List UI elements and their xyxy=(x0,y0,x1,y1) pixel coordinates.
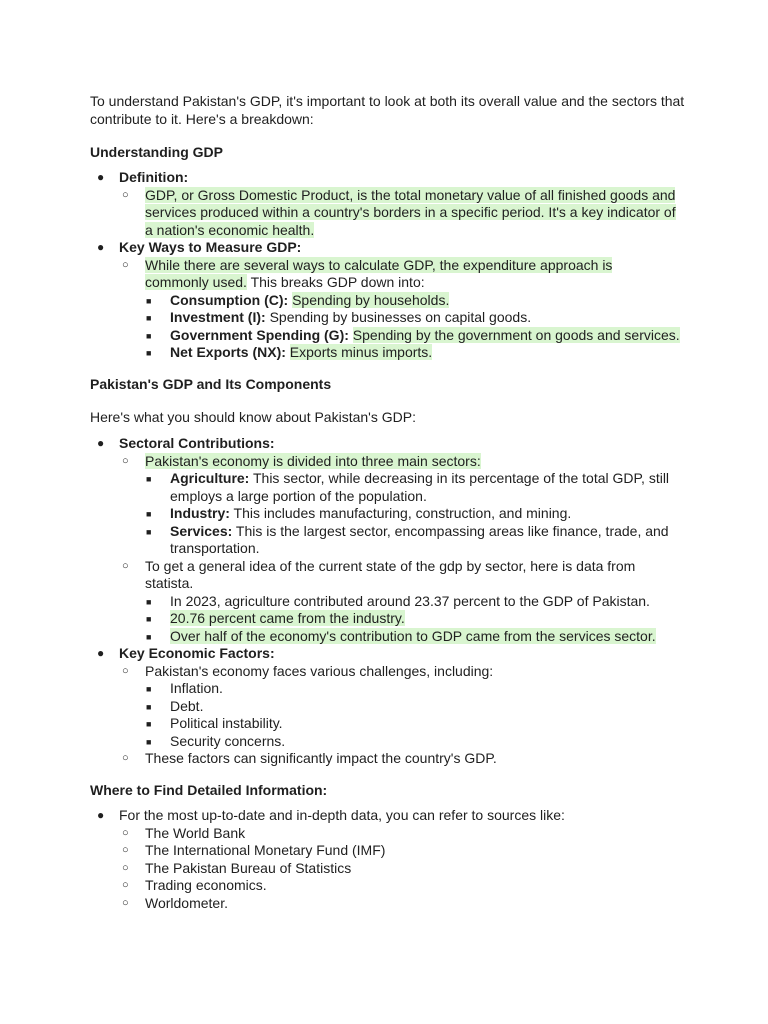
bullet-icon: ● xyxy=(97,170,105,184)
circle-bullet-icon: ○ xyxy=(122,454,129,467)
list-item-source xyxy=(0,842,680,860)
factors-text: Pakistan's economy faces various challenges, including: xyxy=(145,662,494,679)
source-text: The World Bank xyxy=(145,824,246,841)
list-item-source xyxy=(0,860,680,878)
square-bullet-icon: ■ xyxy=(146,614,152,624)
list-item-measure xyxy=(0,239,768,257)
list-item-definition xyxy=(0,169,768,187)
source-text: The Pakistan Bureau of Statistics xyxy=(145,859,352,876)
square-bullet-icon: ■ xyxy=(146,348,152,358)
circle-bullet-icon: ○ xyxy=(122,826,129,839)
list-item-source xyxy=(0,825,680,843)
list-item-sectoral xyxy=(0,435,768,453)
component-text: Spending by households. xyxy=(292,291,450,308)
sectoral-text: Pakistan's economy is divided into three main sectors: xyxy=(145,452,481,469)
heading-detailed-information: Where to Find Detailed Information: xyxy=(90,782,328,798)
circle-bullet-icon: ○ xyxy=(122,258,129,271)
source-text: Worldometer. xyxy=(145,894,228,911)
square-bullet-icon: ■ xyxy=(146,474,152,484)
square-bullet-icon: ■ xyxy=(146,526,152,537)
list-item-challenge xyxy=(0,698,680,716)
factors-impact-text: These factors can significantly impact the country's GDP. xyxy=(145,750,497,766)
list-item-challenge xyxy=(0,733,680,751)
source-text: Trading economics. xyxy=(145,877,267,893)
component-label: Net Exports (NX): xyxy=(170,344,286,360)
stat-text: 20.76 percent came from the industry. xyxy=(170,610,405,626)
list-item-factors-text xyxy=(0,663,680,681)
list-item-source xyxy=(0,895,680,913)
measure-text-highlight: While there are several ways to calculate GDP, the expenditure approach is commonly used. xyxy=(145,256,613,290)
bullet-icon: ● xyxy=(97,646,105,660)
list-item-stat xyxy=(0,593,680,611)
circle-bullet-icon: ○ xyxy=(122,664,129,677)
list-item-sector xyxy=(0,470,680,505)
list-item-challenge xyxy=(0,680,680,698)
list-item-component xyxy=(0,292,680,310)
square-bullet-icon: ■ xyxy=(146,701,152,712)
heading-understanding-gdp: Understanding GDP xyxy=(90,144,224,160)
circle-bullet-icon: ○ xyxy=(122,188,129,201)
measure-text: This breaks GDP down into: xyxy=(246,274,425,290)
list-item-factors-impact xyxy=(0,750,680,768)
circle-bullet-icon: ○ xyxy=(122,861,129,874)
stat-text: In 2023, agriculture contributed around 23.37 percent to the GDP of Pakistan. xyxy=(170,592,650,609)
circle-bullet-icon: ○ xyxy=(122,879,129,891)
sector-text: This sector, while decreasing in its percentage of the total GDP, still employs a large portion of the population. xyxy=(170,470,670,504)
bullet-icon: ● xyxy=(97,808,105,822)
sectoral-label: Sectoral Contributions: xyxy=(119,435,275,451)
component-label: Government Spending (G): xyxy=(170,326,349,343)
list-item-source xyxy=(0,877,680,895)
sources-intro-text: For the most up-to-date and in-depth data, you can refer to sources like: xyxy=(119,807,565,823)
circle-bullet-icon: ○ xyxy=(122,752,129,764)
list-item-sector xyxy=(0,523,680,558)
list-item-definition-text xyxy=(0,187,680,240)
sector-text: This is the largest sector, encompassing areas like finance, trade, and transportation. xyxy=(170,522,669,556)
heading-pakistan-gdp: Pakistan's GDP and Its Components xyxy=(90,376,332,392)
square-bullet-icon: ■ xyxy=(146,719,152,729)
square-bullet-icon: ■ xyxy=(146,295,152,306)
square-bullet-icon: ■ xyxy=(146,509,152,519)
circle-bullet-icon: ○ xyxy=(122,844,129,856)
bullet-icon: ● xyxy=(97,240,105,254)
source-text: The International Monetary Fund (IMF) xyxy=(145,842,386,858)
sector-label: Services: xyxy=(170,522,233,539)
list-item-statista xyxy=(0,558,680,593)
intro-paragraph: To understand Pakistan's GDP, it's important to look at both its overall value and the sectors that contribute to it. Here's a breakdown: xyxy=(90,93,685,127)
component-text: Exports minus imports. xyxy=(289,344,433,360)
sector-label: Agriculture: xyxy=(170,470,250,486)
sector-text: This includes manufacturing, construction, and mining. xyxy=(233,505,572,521)
list-item-sources-intro xyxy=(0,807,768,825)
square-bullet-icon: ■ xyxy=(146,596,152,607)
component-label: Investment (I): xyxy=(170,309,266,325)
factors-label: Key Economic Factors: xyxy=(119,645,275,661)
component-label: Consumption (C): xyxy=(170,291,289,308)
pakistan-gdp-intro: Here's what you should know about Pakistan's GDP: xyxy=(90,409,416,425)
list-item-challenge xyxy=(0,715,680,733)
understanding-gdp-list xyxy=(0,169,768,362)
component-text: Spending by the government on goods and services. xyxy=(352,326,680,343)
square-bullet-icon: ■ xyxy=(146,736,152,747)
challenge-text: Security concerns. xyxy=(170,732,286,749)
statista-text: To get a general idea of the current state of the gdp by sector, here is data from statista. xyxy=(145,557,636,591)
sector-label: Industry: xyxy=(170,505,230,521)
square-bullet-icon: ■ xyxy=(146,684,152,694)
sources-list xyxy=(0,807,768,912)
list-item-stat xyxy=(0,610,680,628)
square-bullet-icon: ■ xyxy=(146,313,152,323)
list-item-factors xyxy=(0,645,768,663)
bullet-icon: ● xyxy=(97,436,105,450)
challenge-text: Political instability. xyxy=(170,715,283,731)
list-item-stat xyxy=(0,628,680,646)
list-item-sectoral-text xyxy=(0,453,680,471)
list-item-component xyxy=(0,344,680,362)
measure-label: Key Ways to Measure GDP: xyxy=(119,239,302,255)
list-item-component xyxy=(0,327,680,345)
list-item-sector xyxy=(0,505,680,523)
definition-label: Definition: xyxy=(119,169,189,185)
pakistan-gdp-list xyxy=(0,435,768,768)
list-item-measure-text xyxy=(0,257,680,292)
circle-bullet-icon: ○ xyxy=(122,559,129,572)
challenge-text: Debt. xyxy=(170,697,204,714)
stat-text: Over half of the economy's contribution to GDP came from the services sector. xyxy=(170,627,656,644)
square-bullet-icon: ■ xyxy=(146,631,152,642)
challenge-text: Inflation. xyxy=(170,680,223,696)
square-bullet-icon: ■ xyxy=(146,330,152,341)
circle-bullet-icon: ○ xyxy=(122,896,129,909)
list-item-component xyxy=(0,309,680,327)
definition-text: GDP, or Gross Domestic Product, is the total monetary value of all finished goods and services produced within a country's borders in a specific period. It's a key indicator of a nation's economic health. xyxy=(145,186,676,238)
component-text: Spending by businesses on capital goods. xyxy=(269,309,532,325)
